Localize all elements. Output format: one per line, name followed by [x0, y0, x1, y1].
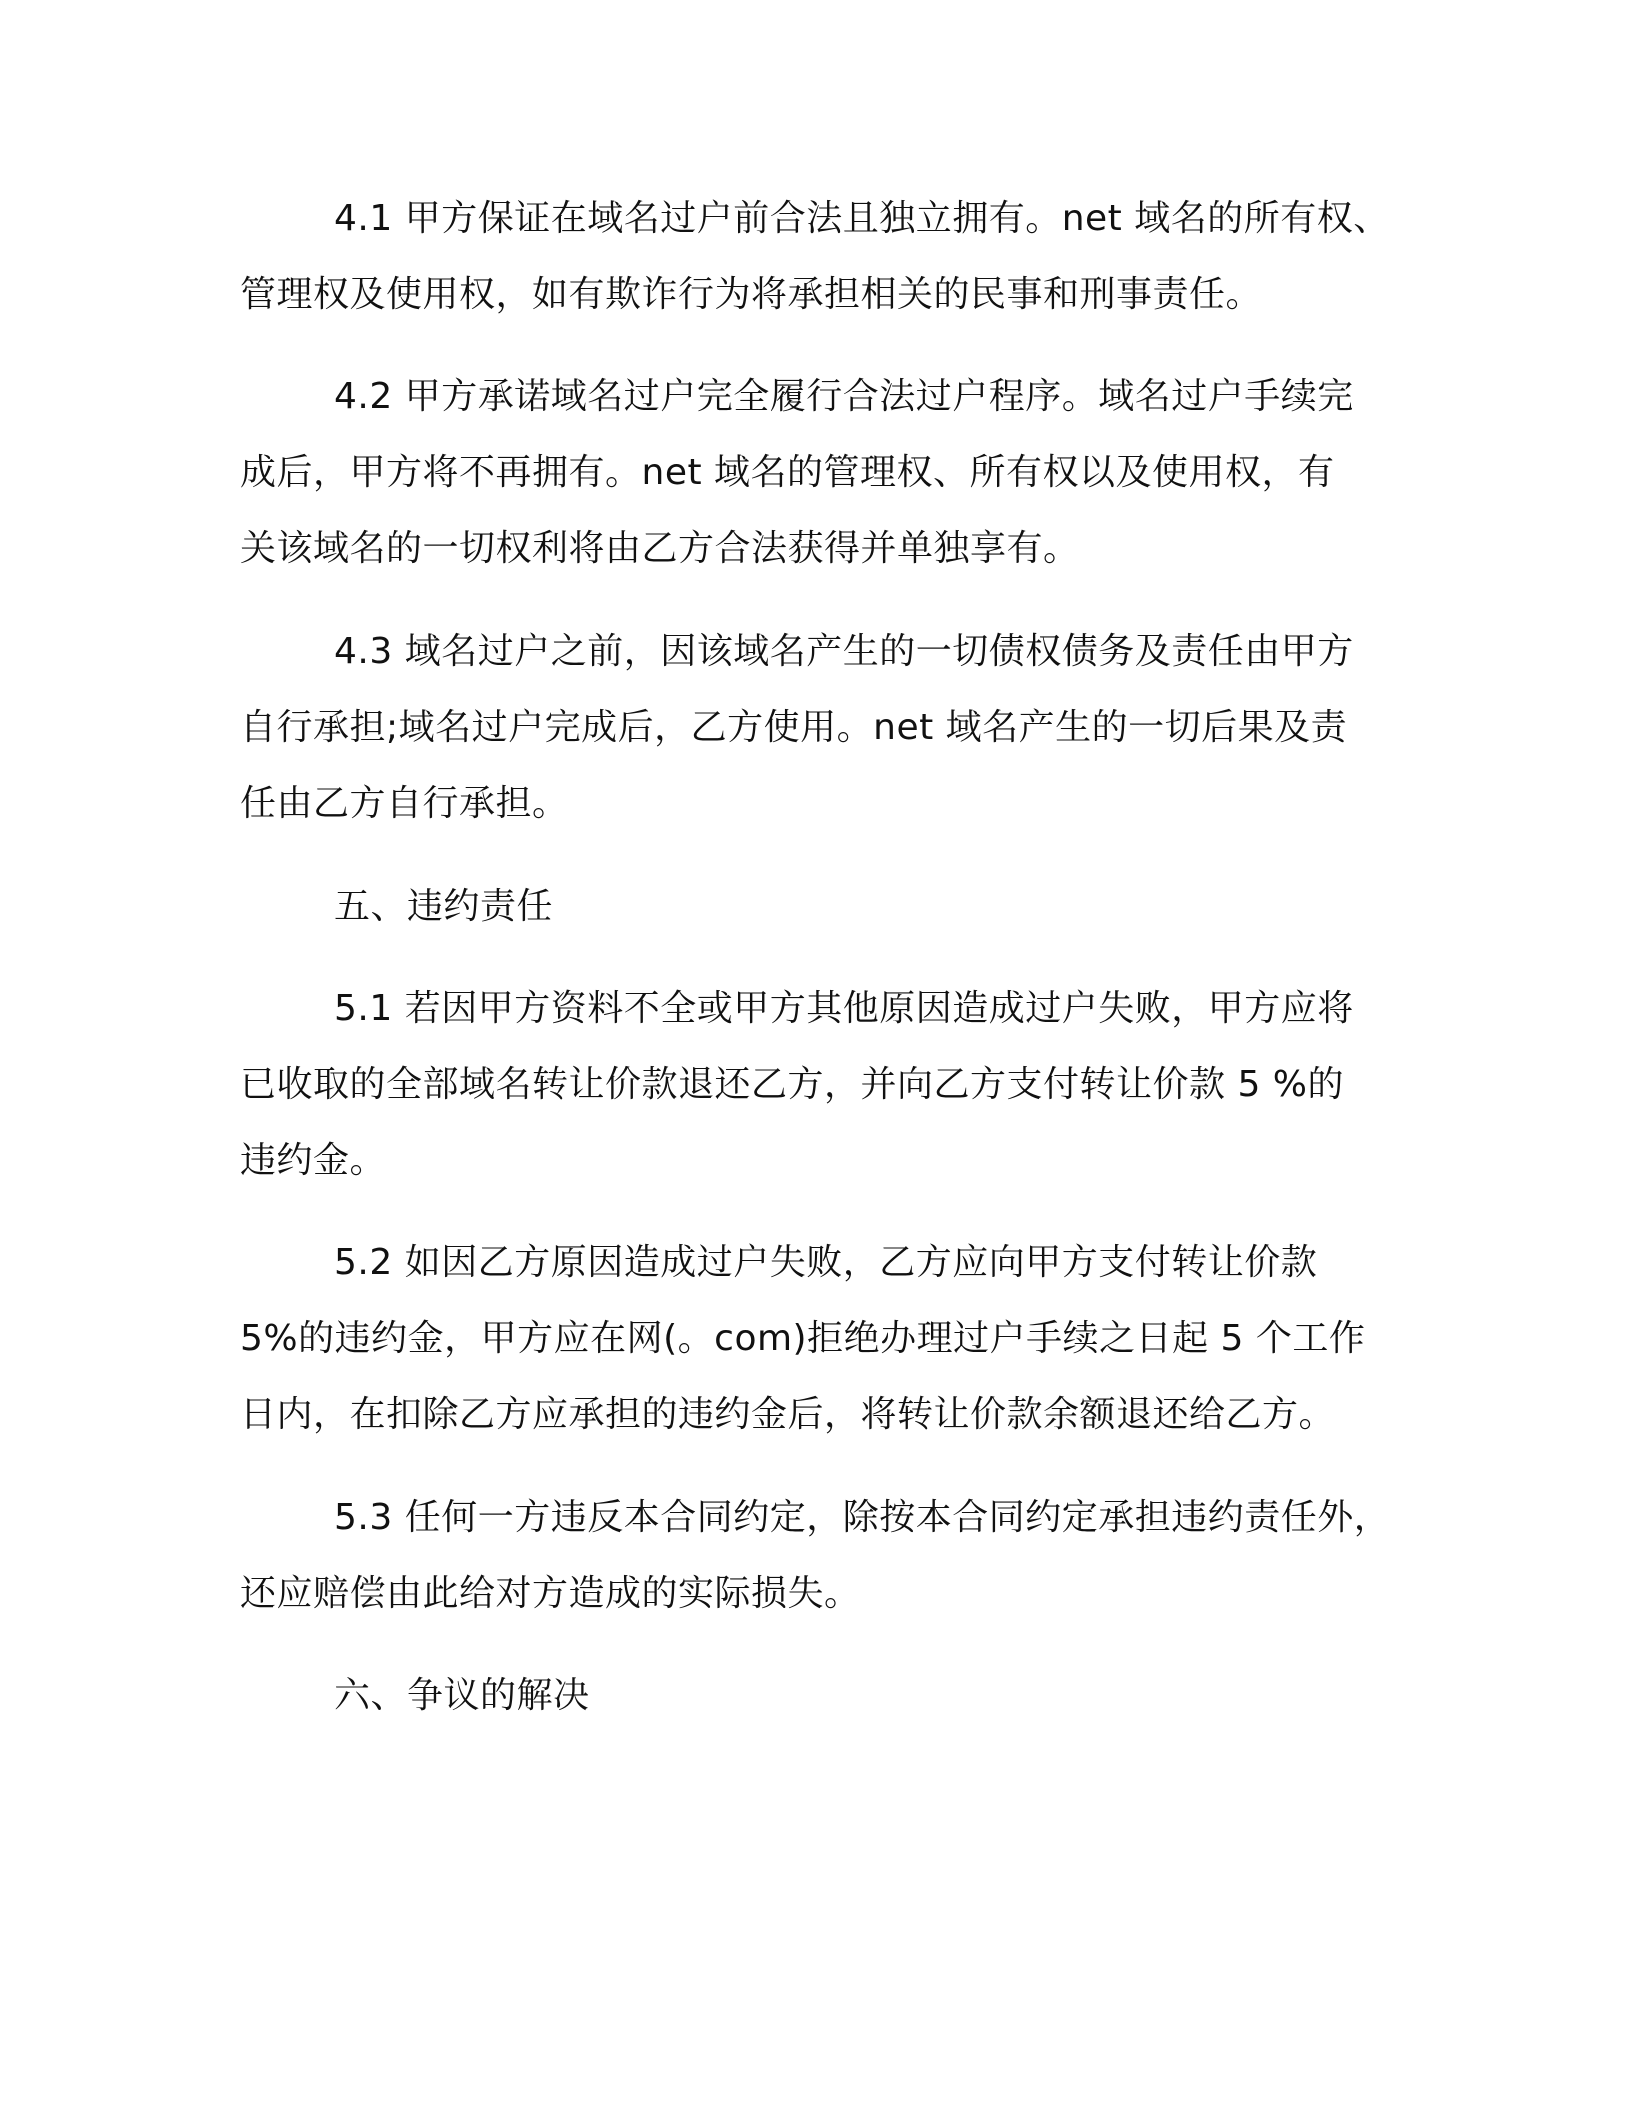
clause-4-1-line-2: 管理权及使用权，如有欺诈行为将承担相关的民事和刑事责任。 [240, 274, 1263, 315]
clause-4-3-line-3: 任由乙方自行承担。 [240, 783, 569, 824]
clause-4-2-line-2: 成后，甲方将不再拥有。net 域名的管理权、所有权以及使用权，有 [240, 452, 1335, 493]
clause-4-3-line-2: 自行承担;域名过户完成后，乙方使用。net 域名产生的一切后果及责 [240, 707, 1348, 748]
clause-5-1-line-1: 5.1 若因甲方资料不全或甲方其他原因造成过户失败，甲方应将 [334, 988, 1354, 1029]
clause-4-3-line-1: 4.3 域名过户之前，因该域名产生的一切债权债务及责任由甲方 [334, 631, 1354, 672]
section-6-heading: 六、争议的解决 [334, 1675, 590, 1716]
clause-4-2-line-1: 4.2 甲方承诺域名过户完全履行合法过户程序。域名过户手续完 [334, 376, 1354, 417]
clause-5-2-line-2: 5%的违约金，甲方应在网(。com)拒绝办理过户手续之日起 5 个工作 [240, 1318, 1366, 1359]
clause-5-2-line-3: 日内，在扣除乙方应承担的违约金后，将转让价款余额退还给乙方。 [240, 1394, 1336, 1435]
clause-5-1-line-3: 违约金。 [240, 1140, 387, 1181]
section-5-heading: 五、违约责任 [334, 886, 554, 927]
clause-4-1-line-1: 4.1 甲方保证在域名过户前合法且独立拥有。net 域名的所有权、 [334, 198, 1390, 239]
clause-5-2-line-1: 5.2 如因乙方原因造成过户失败，乙方应向甲方支付转让价款 [334, 1242, 1318, 1283]
clause-5-3-line-1: 5.3 任何一方违反本合同约定，除按本合同约定承担违约责任外， [334, 1497, 1391, 1538]
clause-5-1-line-2: 已收取的全部域名转让价款退还乙方，并向乙方支付转让价款 5 %的 [240, 1064, 1344, 1105]
clause-5-3-line-2: 还应赔偿由此给对方造成的实际损失。 [240, 1573, 861, 1614]
clause-4-2-line-3: 关该域名的一切权利将由乙方合法获得并单独享有。 [240, 528, 1080, 569]
